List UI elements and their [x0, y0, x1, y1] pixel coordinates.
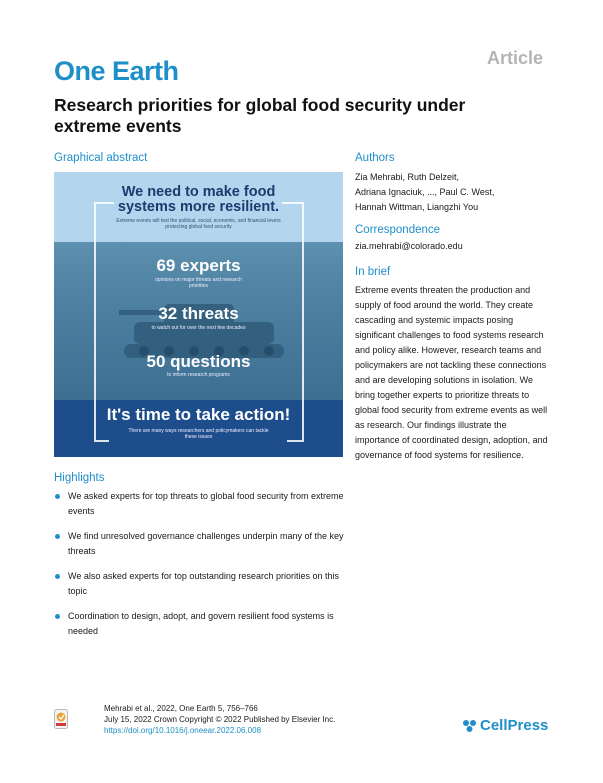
citation-footer [104, 703, 335, 736]
author-line[interactable]: Adriana Ignaciuk, ..., Paul C. West, [355, 187, 495, 197]
doi-link[interactable]: https://doi.org/10.1016/j.oneear.2022.06.008 [104, 726, 262, 735]
authors-heading: Authors [355, 152, 395, 164]
ga-stat-caption: to watch out for over the next few decades [151, 325, 246, 331]
highlight-item [54, 569, 354, 599]
highlight-text: We asked experts for top threats to global food security from extreme events [68, 491, 344, 516]
highlight-text: Coordination to design, adopt, and govern resilient food systems is needed [68, 611, 334, 636]
citation-line: Mehrabi et al., 2022, One Earth 5, 756–766 [104, 704, 258, 713]
ga-call-to-action-block [54, 405, 343, 440]
journal-logo[interactable]: One Earth [54, 56, 179, 86]
highlight-item [54, 609, 354, 639]
highlight-text: We find unresolved governance challenges underpin many of the key threats [68, 531, 344, 556]
ga-stat-caption: opinions on major threats and research priorities [155, 277, 242, 289]
ga-headline: We need to make food systems more resilient. [117, 184, 280, 215]
author-line[interactable]: Hannah Wittman, Liangzhi You [355, 202, 479, 212]
copyright-line: July 15, 2022 Crown Copyright © 2022 Published by Elsevier Inc. [104, 715, 336, 724]
article-title: Research priorities for global food security under extreme events [54, 95, 466, 136]
bullet-icon [55, 494, 60, 499]
graphical-abstract-heading: Graphical abstract [54, 152, 148, 164]
in-brief-text: Extreme events threaten the production and supply of food around the world. They create cascading and systemic impacts posing significant challenges to food systems research and policy alike. However, research teams and policymakers are not tackling these connections and are developing solutions in isolation. We bring together experts to prioritize threats to global food security from extreme events as well as research. Our findings illustrate the importance of coordinated design, adoption, and governance of food systems for resilience. [355, 285, 548, 460]
ga-headline-block [54, 185, 343, 230]
highlights-heading: Highlights [54, 472, 105, 484]
cellpress-icon [462, 719, 478, 733]
ga-headline-sub: Extreme events will test the political, social, economic, and financial levers protecting global food security [116, 218, 281, 230]
cellpress-logo[interactable] [462, 717, 548, 734]
ga-stat [54, 256, 343, 289]
ga-stat-value: 50 questions [146, 352, 251, 371]
ga-stat-caption: to inform research programs [167, 372, 230, 378]
article-type-label: Article [486, 48, 543, 68]
ga-stat [54, 304, 343, 331]
ga-call-to-action: It's time to take action! [106, 405, 291, 424]
highlight-item [54, 489, 354, 519]
ga-stat [54, 352, 343, 378]
highlight-item [54, 529, 354, 559]
bullet-icon [55, 534, 60, 539]
highlights-list [54, 489, 354, 649]
ga-stat-value: 69 experts [156, 256, 241, 275]
correspondence-heading: Correspondence [355, 224, 441, 236]
crossmark-icon[interactable] [54, 709, 68, 729]
ga-stat-value: 32 threats [158, 304, 239, 323]
graphical-abstract[interactable] [54, 172, 343, 457]
ga-cta-sub: There are many ways researchers and policymakers can tackle these issues [128, 428, 269, 440]
publisher-name: CellPress [480, 717, 549, 734]
highlight-text: We also asked experts for top outstanding research priorities on this topic [68, 571, 339, 596]
correspondence-email[interactable]: zia.mehrabi@colorado.edu [355, 241, 463, 251]
bullet-icon [55, 574, 60, 579]
author-list [355, 170, 555, 215]
bullet-icon [55, 614, 60, 619]
author-line[interactable]: Zia Mehrabi, Ruth Delzeit, [355, 172, 460, 182]
in-brief-heading: In brief [355, 266, 391, 278]
